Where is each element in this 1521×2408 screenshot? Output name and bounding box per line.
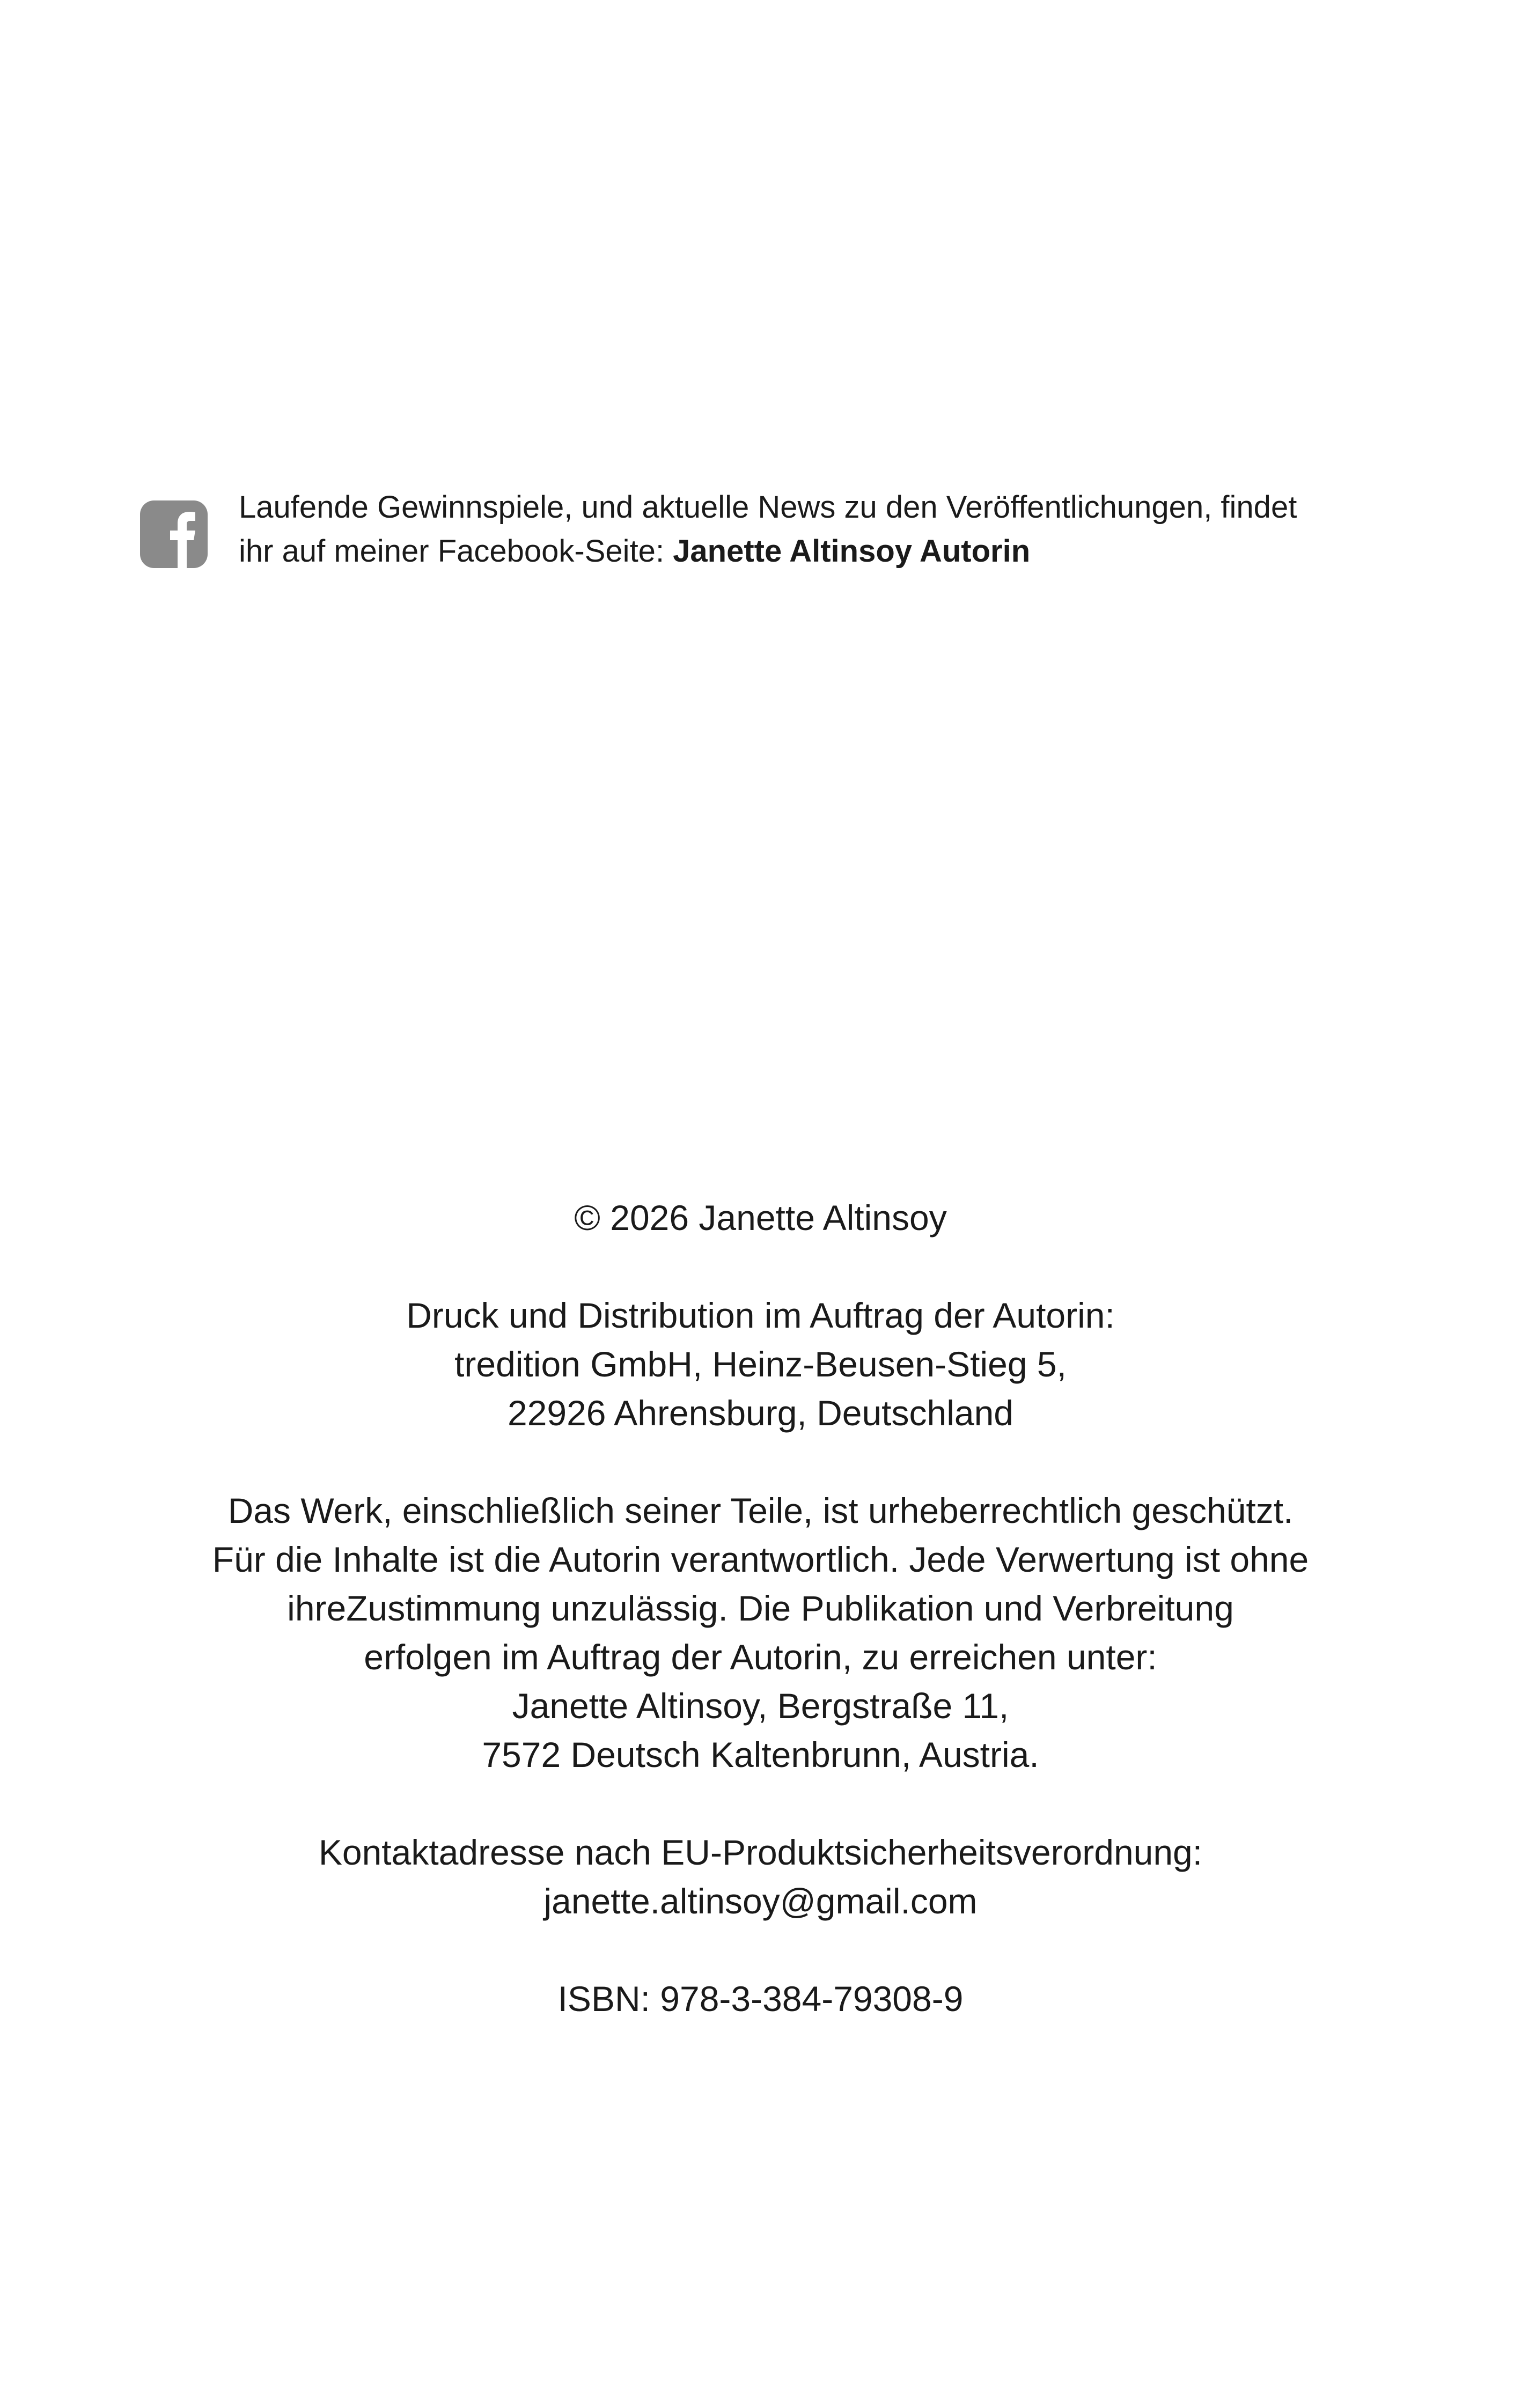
rights-line-1: Das Werk, einschließlich seiner Teile, ist urheberrechtlich geschützt. <box>227 1491 1294 1530</box>
print-line-3: 22926 Ahrensburg, Deutschland <box>507 1393 1013 1433</box>
contact-email[interactable]: janette.altinsoy@gmail.com <box>543 1881 978 1921</box>
isbn-line: ISBN: 978-3-384-79308-9 <box>557 1979 964 2019</box>
contact-label: Kontaktadresse nach EU-Produktsicherheitsverordnung: <box>318 1832 1203 1872</box>
rights-line-6: 7572 Deutsch Kaltenbrunn, Austria. <box>482 1735 1039 1774</box>
imprint-block <box>0 1194 1521 2023</box>
facebook-notice-text <box>239 485 1408 573</box>
rights-line-3: ihreZustimmung unzulässig. Die Publikation und Verbreitung <box>287 1588 1234 1628</box>
facebook-notice-prefix: ihr auf meiner Facebook-Seite: <box>239 534 673 569</box>
rights-line-5: Janette Altinsoy, Bergstraße 11, <box>512 1686 1009 1726</box>
rights-line-2: Für die Inhalte ist die Autorin verantwortlich. Jede Verwertung ist ohne <box>212 1540 1309 1579</box>
spacer <box>0 1438 1521 1486</box>
spacer <box>0 1779 1521 1828</box>
spacer <box>0 1926 1521 1975</box>
facebook-notice-line-2 <box>239 529 1408 573</box>
copyright-line: © 2026 Janette Altinsoy <box>574 1198 947 1238</box>
print-line-2: tredition GmbH, Heinz-Beusen-Stieg 5, <box>454 1344 1067 1384</box>
print-line-1: Druck und Distribution im Auftrag der Autorin: <box>406 1295 1115 1335</box>
spacer <box>0 1242 1521 1291</box>
facebook-page-name[interactable]: Janette Altinsoy Autorin <box>673 534 1031 569</box>
facebook-notice-line-1: Laufende Gewinnspiele, und aktuelle News zu den Veröffentlichungen, findet <box>239 490 1297 525</box>
rights-line-4: erfolgen im Auftrag der Autorin, zu erreichen unter: <box>364 1637 1157 1677</box>
facebook-icon[interactable] <box>140 500 208 568</box>
